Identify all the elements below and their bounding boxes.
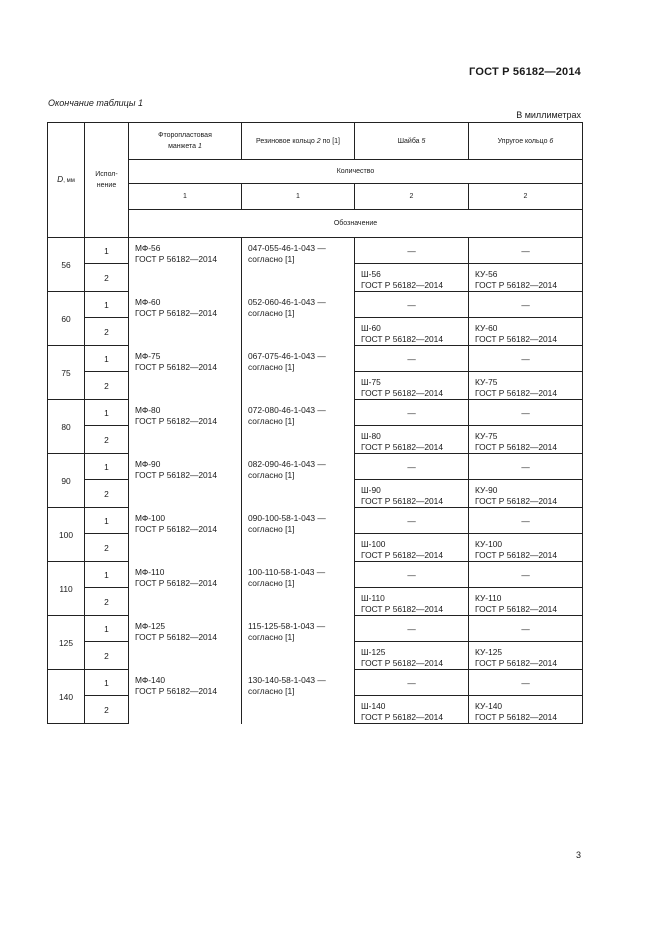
washer-dash-cell: —: [355, 292, 469, 318]
diameter-cell: 110: [48, 562, 85, 616]
diameter-cell: 100: [48, 508, 85, 562]
spring-ring-cell: КУ-60 ГОСТ Р 56182—2014: [469, 318, 583, 346]
execution-cell: 1: [85, 562, 129, 588]
execution-cell: 2: [85, 480, 129, 508]
standard-header: ГОСТ Р 56182—2014: [469, 66, 581, 78]
washer-dash-cell: —: [355, 238, 469, 264]
washer-cell: Ш-56 ГОСТ Р 56182—2014: [355, 264, 469, 292]
spring-ring-dash-cell: —: [469, 508, 583, 534]
washer-cell: Ш-60 ГОСТ Р 56182—2014: [355, 318, 469, 346]
header-quantity: Количество: [129, 160, 583, 184]
header-part-cuff: Фторопластовая манжета 1: [129, 123, 242, 160]
spring-ring-dash-cell: —: [469, 616, 583, 642]
spring-ring-dash-cell: —: [469, 400, 583, 426]
rubber-ring-cell: 100-110-58-1-043 — согласно [1]: [242, 562, 355, 616]
table-row: [48, 400, 583, 426]
rubber-ring-cell: 067-075-46-1-043 — согласно [1]: [242, 346, 355, 400]
spring-ring-cell: КУ-125 ГОСТ Р 56182—2014: [469, 642, 583, 670]
cuff-cell: МФ-90 ГОСТ Р 56182—2014: [129, 454, 242, 508]
diameter-cell: 80: [48, 400, 85, 454]
rubber-ring-cell: 090-100-58-1-043 — согласно [1]: [242, 508, 355, 562]
execution-cell: 2: [85, 534, 129, 562]
washer-dash-cell: —: [355, 454, 469, 480]
execution-cell: 2: [85, 426, 129, 454]
table-header: [48, 123, 583, 238]
parts-table: [47, 122, 583, 724]
spring-ring-cell: КУ-90 ГОСТ Р 56182—2014: [469, 480, 583, 508]
diameter-cell: 75: [48, 346, 85, 400]
cuff-cell: МФ-75 ГОСТ Р 56182—2014: [129, 346, 242, 400]
execution-cell: 2: [85, 696, 129, 724]
cuff-cell: МФ-140 ГОСТ Р 56182—2014: [129, 670, 242, 724]
execution-cell: 2: [85, 372, 129, 400]
table-caption: Окончание таблицы 1: [48, 98, 143, 108]
washer-cell: Ш-125 ГОСТ Р 56182—2014: [355, 642, 469, 670]
header-qty-washer: 2: [355, 184, 469, 210]
execution-cell: 2: [85, 318, 129, 346]
table-row: [48, 292, 583, 318]
washer-dash-cell: —: [355, 670, 469, 696]
diameter-cell: 125: [48, 616, 85, 670]
spring-ring-dash-cell: —: [469, 454, 583, 480]
washer-cell: Ш-80 ГОСТ Р 56182—2014: [355, 426, 469, 454]
units-note: В миллиметрах: [516, 110, 581, 120]
header-qty-spring-ring: 2: [469, 184, 583, 210]
washer-dash-cell: —: [355, 562, 469, 588]
cuff-cell: МФ-125 ГОСТ Р 56182—2014: [129, 616, 242, 670]
spring-ring-dash-cell: —: [469, 562, 583, 588]
execution-cell: 1: [85, 346, 129, 372]
spring-ring-cell: КУ-56 ГОСТ Р 56182—2014: [469, 264, 583, 292]
execution-cell: 2: [85, 264, 129, 292]
rubber-ring-cell: 082-090-46-1-043 — согласно [1]: [242, 454, 355, 508]
execution-cell: 1: [85, 292, 129, 318]
rubber-ring-cell: 072-080-46-1-043 — согласно [1]: [242, 400, 355, 454]
cuff-cell: МФ-110 ГОСТ Р 56182—2014: [129, 562, 242, 616]
header-part-ring: Резиновое кольцо 2 по [1]: [242, 123, 355, 160]
page-number: 3: [575, 850, 581, 860]
execution-cell: 1: [85, 670, 129, 696]
washer-dash-cell: —: [355, 400, 469, 426]
rubber-ring-cell: 052-060-46-1-043 — согласно [1]: [242, 292, 355, 346]
table-row: [48, 346, 583, 372]
header-qty-ring: 1: [242, 184, 355, 210]
execution-cell: 1: [85, 616, 129, 642]
spring-ring-cell: КУ-140 ГОСТ Р 56182—2014: [469, 696, 583, 724]
diameter-cell: 90: [48, 454, 85, 508]
spring-ring-cell: КУ-75 ГОСТ Р 56182—2014: [469, 372, 583, 400]
header-qty-cuff: 1: [129, 184, 242, 210]
spring-ring-dash-cell: —: [469, 346, 583, 372]
table-row: [48, 616, 583, 642]
washer-dash-cell: —: [355, 616, 469, 642]
rubber-ring-cell: 047-055-46-1-043 — согласно [1]: [242, 238, 355, 292]
table-row: [48, 454, 583, 480]
table-row: [48, 238, 583, 264]
diameter-cell: 56: [48, 238, 85, 292]
execution-cell: 1: [85, 400, 129, 426]
header-execution: Испол- нение: [85, 123, 129, 238]
washer-cell: Ш-140 ГОСТ Р 56182—2014: [355, 696, 469, 724]
header-part-spring-ring: Упругое кольцо 6: [469, 123, 583, 160]
washer-cell: Ш-75 ГОСТ Р 56182—2014: [355, 372, 469, 400]
washer-dash-cell: —: [355, 346, 469, 372]
execution-cell: 1: [85, 508, 129, 534]
execution-cell: 2: [85, 642, 129, 670]
table-body: [48, 238, 583, 724]
table-row: [48, 508, 583, 534]
header-designation: Обозначение: [129, 210, 583, 238]
cuff-cell: МФ-56 ГОСТ Р 56182—2014: [129, 238, 242, 292]
rubber-ring-cell: 115-125-58-1-043 — согласно [1]: [242, 616, 355, 670]
spring-ring-cell: КУ-75 ГОСТ Р 56182—2014: [469, 426, 583, 454]
spring-ring-cell: КУ-110 ГОСТ Р 56182—2014: [469, 588, 583, 616]
execution-cell: 2: [85, 588, 129, 616]
cuff-cell: МФ-80 ГОСТ Р 56182—2014: [129, 400, 242, 454]
header-diameter: D, мм: [48, 123, 85, 238]
execution-cell: 1: [85, 454, 129, 480]
diameter-cell: 60: [48, 292, 85, 346]
table-row: [48, 670, 583, 696]
spring-ring-dash-cell: —: [469, 238, 583, 264]
header-part-washer: Шайба 5: [355, 123, 469, 160]
cuff-cell: МФ-100 ГОСТ Р 56182—2014: [129, 508, 242, 562]
washer-cell: Ш-110 ГОСТ Р 56182—2014: [355, 588, 469, 616]
spring-ring-dash-cell: —: [469, 670, 583, 696]
spring-ring-cell: КУ-100 ГОСТ Р 56182—2014: [469, 534, 583, 562]
diameter-cell: 140: [48, 670, 85, 724]
washer-cell: Ш-90 ГОСТ Р 56182—2014: [355, 480, 469, 508]
rubber-ring-cell: 130-140-58-1-043 — согласно [1]: [242, 670, 355, 724]
table-row: [48, 562, 583, 588]
washer-dash-cell: —: [355, 508, 469, 534]
cuff-cell: МФ-60 ГОСТ Р 56182—2014: [129, 292, 242, 346]
washer-cell: Ш-100 ГОСТ Р 56182—2014: [355, 534, 469, 562]
spring-ring-dash-cell: —: [469, 292, 583, 318]
execution-cell: 1: [85, 238, 129, 264]
